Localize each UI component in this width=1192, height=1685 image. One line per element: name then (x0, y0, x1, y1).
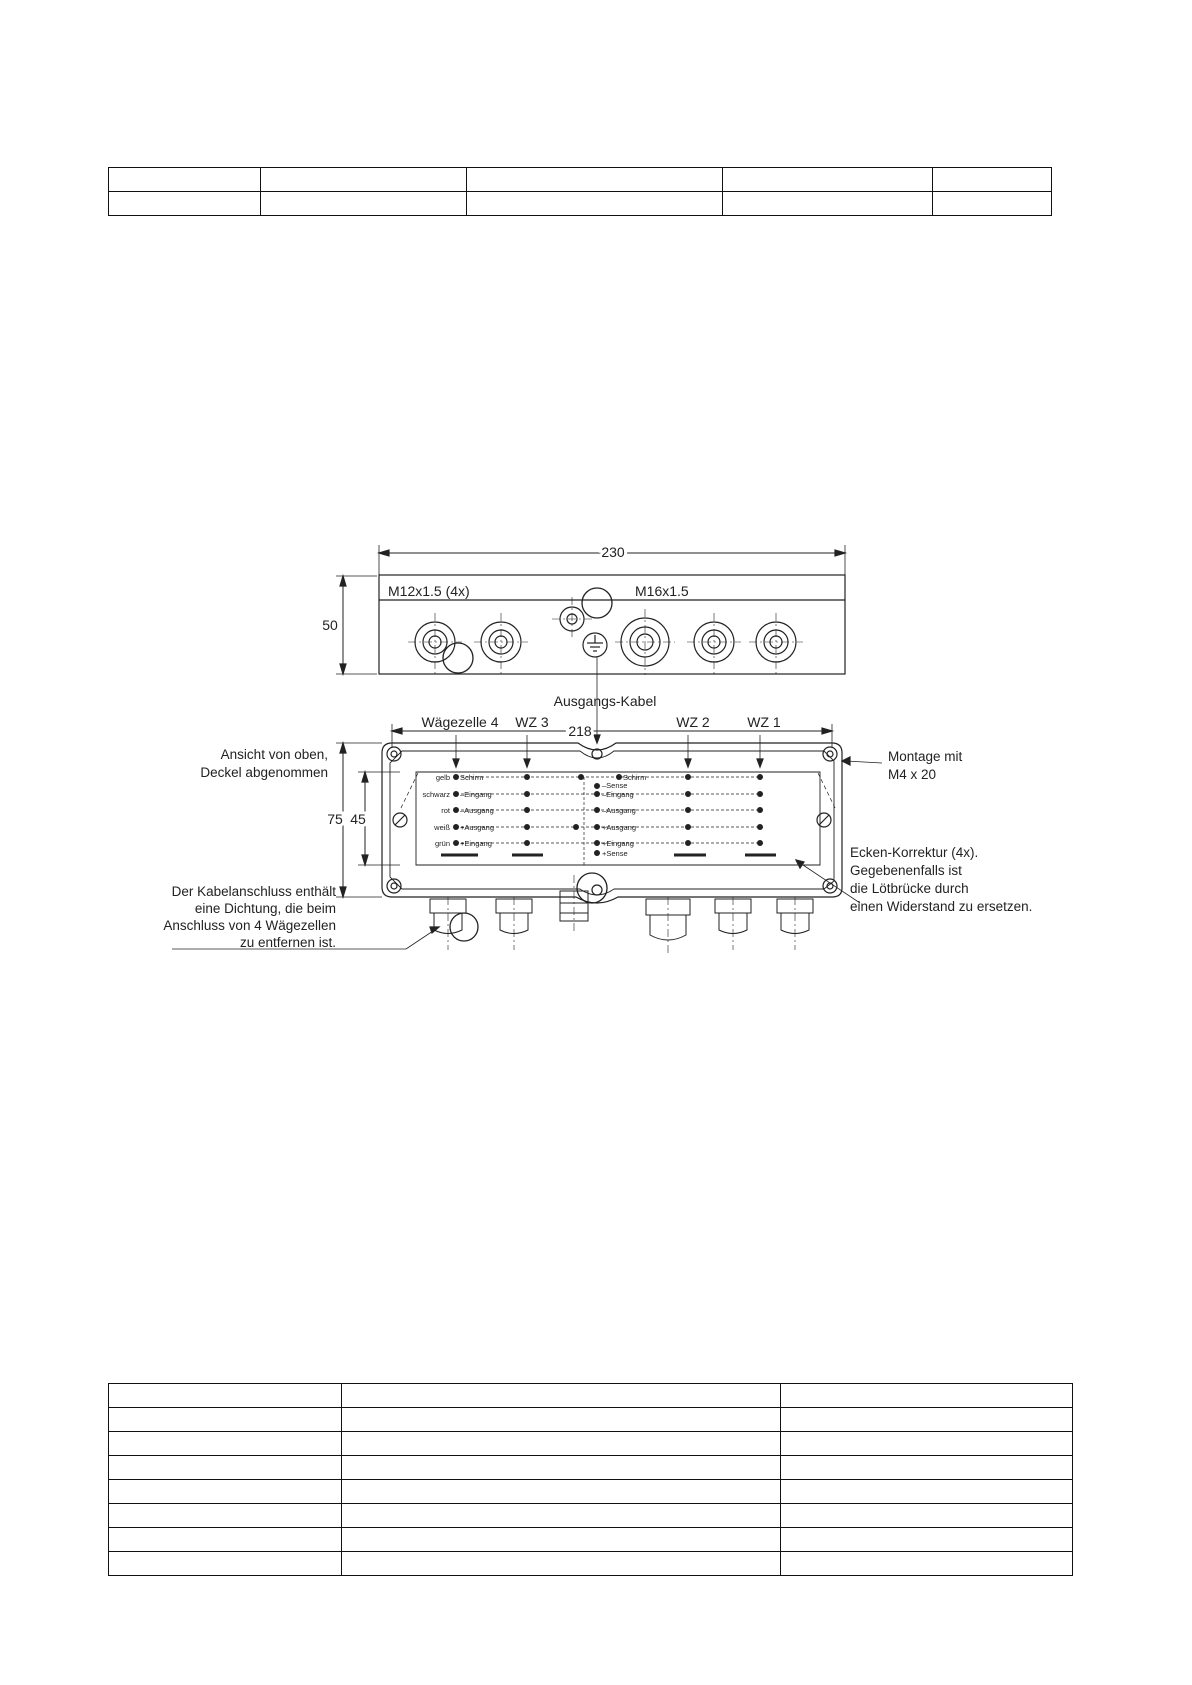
seal-note-line3: Anschluss von 4 Wägezellen (163, 918, 336, 933)
seal-note-line1: Der Kabelanschluss enthält (171, 884, 336, 899)
table-cell (109, 192, 261, 216)
table-cell (342, 1504, 781, 1528)
m12-thread-label: M12x1.5 (4x) (388, 583, 470, 599)
table-row (109, 1504, 1073, 1528)
table-cell (342, 1456, 781, 1480)
m16-thread-label: M16x1.5 (635, 583, 689, 599)
mounting-note-line2: M4 x 20 (888, 767, 937, 782)
terminal-plus-output-right: +Ausgang (602, 823, 636, 832)
table-cell (342, 1480, 781, 1504)
table-cell (261, 168, 467, 192)
terminal-shield-right: Schirm (623, 773, 647, 782)
table-row (109, 1480, 1073, 1504)
terminal-minus-input-left: –Eingang (460, 790, 492, 799)
table-cell (781, 1480, 1073, 1504)
corner-note-line1: Ecken-Korrektur (4x). (850, 845, 979, 860)
terminal-plus-sense: +Sense (602, 849, 628, 858)
wz3-label: WZ 3 (515, 714, 549, 730)
wire-color-yellow: gelb (435, 773, 450, 782)
terminal-minus-sense: –Sense (602, 781, 628, 790)
table-cell (109, 1552, 342, 1576)
terminal-minus-output-left: –Ausgang (460, 806, 494, 815)
terminal-minus-output-right: –Ausgang (602, 806, 636, 815)
junction-box-drawing (160, 535, 1060, 965)
dimension-50-label: 50 (322, 617, 338, 633)
table-cell (467, 168, 723, 192)
terminal-plus-input-right: +Eingang (602, 839, 634, 848)
table-cell (781, 1528, 1073, 1552)
table-cell (109, 1456, 342, 1480)
seal-note-line2: eine Dichtung, die beim (194, 901, 336, 916)
table-cell (933, 192, 1052, 216)
table-row (109, 168, 1052, 192)
terminal-plus-input-left: +Eingang (460, 839, 492, 848)
header-table (108, 167, 1052, 216)
table-cell (781, 1552, 1073, 1576)
table-cell (781, 1504, 1073, 1528)
table-row (109, 1456, 1073, 1480)
table-cell (109, 1408, 342, 1432)
table-cell (933, 168, 1052, 192)
dimension-75-label: 75 (327, 811, 343, 827)
table-cell (261, 192, 467, 216)
corner-note-line4: einen Widerstand zu ersetzen. (850, 899, 1033, 914)
wire-color-green: grün (434, 839, 450, 848)
view-note-line1: Ansicht von oben, (220, 747, 328, 762)
table-cell (109, 1504, 342, 1528)
wire-color-red: rot (441, 806, 450, 815)
dimension-218-label: 218 (568, 723, 592, 739)
table-cell (781, 1408, 1073, 1432)
terminal-shield-left: Schirm (460, 773, 484, 782)
table-row (109, 1384, 1073, 1408)
load-cell-4-label: Wägezelle 4 (421, 714, 499, 730)
table-cell (342, 1528, 781, 1552)
table-cell (342, 1384, 781, 1408)
table-row (109, 1552, 1073, 1576)
specification-table (108, 1383, 1073, 1576)
table-cell (342, 1552, 781, 1576)
table-cell (342, 1432, 781, 1456)
table-cell (723, 168, 933, 192)
table-cell (781, 1456, 1073, 1480)
wz2-label: WZ 2 (676, 714, 710, 730)
corner-note-line3: die Lötbrücke durch (850, 881, 969, 896)
front-view (336, 545, 845, 675)
table-cell (342, 1408, 781, 1432)
table-cell (109, 1432, 342, 1456)
mounting-note-line1: Montage mit (888, 749, 963, 764)
wire-color-black: schwarz (422, 790, 450, 799)
table-row (109, 192, 1052, 216)
table-cell (467, 192, 723, 216)
table-row (109, 1432, 1073, 1456)
table-cell (109, 1480, 342, 1504)
seal-note-line4: zu entfernen ist. (239, 935, 336, 950)
terminal-minus-input-right: –Eingang (602, 790, 634, 799)
table-cell (109, 1528, 342, 1552)
output-cable-label: Ausgangs-Kabel (553, 693, 657, 709)
table-cell (781, 1432, 1073, 1456)
table-cell (723, 192, 933, 216)
table-cell (109, 168, 261, 192)
dimension-230-label: 230 (601, 544, 625, 560)
table-cell (109, 1384, 342, 1408)
wz1-label: WZ 1 (747, 714, 781, 730)
table-row (109, 1408, 1073, 1432)
dimension-45-label: 45 (350, 811, 366, 827)
wire-color-white: weiß (434, 823, 450, 832)
view-note-line2: Deckel abgenommen (200, 765, 328, 780)
table-cell (781, 1384, 1073, 1408)
corner-note-line2: Gegebenenfalls ist (850, 863, 962, 878)
terminal-plus-output-left: +Ausgang (460, 823, 494, 832)
table-row (109, 1528, 1073, 1552)
